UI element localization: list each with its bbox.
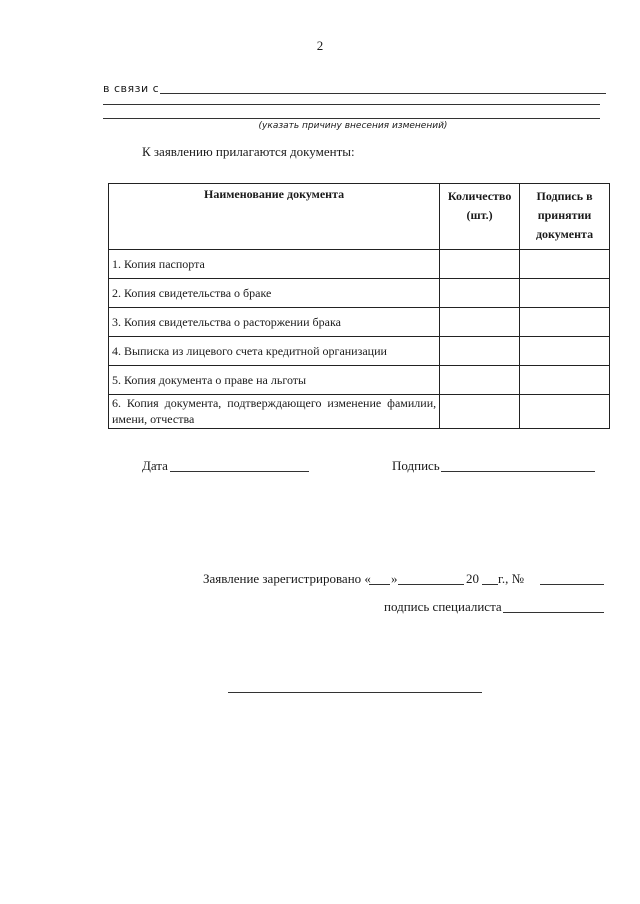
- registration-month-line: [398, 584, 464, 585]
- signature-cell: [520, 366, 610, 395]
- quantity-cell: [440, 250, 520, 279]
- document-name-cell: 6. Копия документа, подтверждающего изменение фамилии, имени, отчества: [109, 395, 440, 429]
- signature-cell: [520, 395, 610, 429]
- signature-label: Подпись: [392, 458, 440, 473]
- table-header-row: [109, 184, 610, 250]
- page-number: 2: [316, 38, 324, 53]
- signature-cell: [520, 279, 610, 308]
- document-name-cell: 2. Копия свидетельства о браке: [109, 279, 440, 308]
- registration-year-prefix: 20: [466, 571, 479, 586]
- signature-cell: [520, 337, 610, 366]
- specialist-signature-line: [503, 612, 604, 613]
- registration-quote-close: »: [391, 571, 398, 586]
- document-name-cell: 4. Выписка из лицевого счета кредитной организации: [109, 337, 440, 366]
- registration-year-line: [482, 584, 498, 585]
- specialist-signature-label: подпись специалиста: [384, 599, 502, 614]
- table-row: [109, 308, 610, 337]
- reason-hint: (указать причину внесения изменений): [258, 121, 448, 131]
- document-name-cell: 3. Копия свидетельства о расторжении брака: [109, 308, 440, 337]
- attachments-heading: К заявлению прилагаются документы:: [142, 144, 355, 159]
- table-row: [109, 279, 610, 308]
- quantity-cell: [440, 279, 520, 308]
- date-field-line: [170, 471, 309, 472]
- reason-line-2: [103, 104, 600, 105]
- date-label: Дата: [142, 458, 168, 473]
- signature-cell: [520, 250, 610, 279]
- document-name-cell: 5. Копия документа о праве на льготы: [109, 366, 440, 395]
- registration-year-suffix: г., №: [498, 571, 525, 586]
- signature-cell: [520, 308, 610, 337]
- registration-day-line: [369, 584, 390, 585]
- table-row: [109, 395, 610, 429]
- registration-number-line: [540, 584, 604, 585]
- quantity-cell: [440, 395, 520, 429]
- table-row: [109, 366, 610, 395]
- reason-label: в связи с: [103, 82, 160, 95]
- separator-line: [228, 692, 482, 693]
- signature-field-line: [441, 471, 595, 472]
- table-row: [109, 250, 610, 279]
- quantity-cell: [440, 308, 520, 337]
- header-quantity: Количество (шт.): [440, 184, 520, 250]
- reason-line-1: [160, 93, 606, 94]
- documents-table: [108, 183, 610, 429]
- reason-line-3: [103, 118, 600, 119]
- quantity-cell: [440, 337, 520, 366]
- table-row: [109, 337, 610, 366]
- registration-label: Заявление зарегистрировано «: [203, 571, 371, 586]
- quantity-cell: [440, 366, 520, 395]
- header-signature: Подпись в принятии документа: [520, 184, 610, 250]
- header-document-name: Наименование документа: [109, 184, 440, 250]
- document-name-cell: 1. Копия паспорта: [109, 250, 440, 279]
